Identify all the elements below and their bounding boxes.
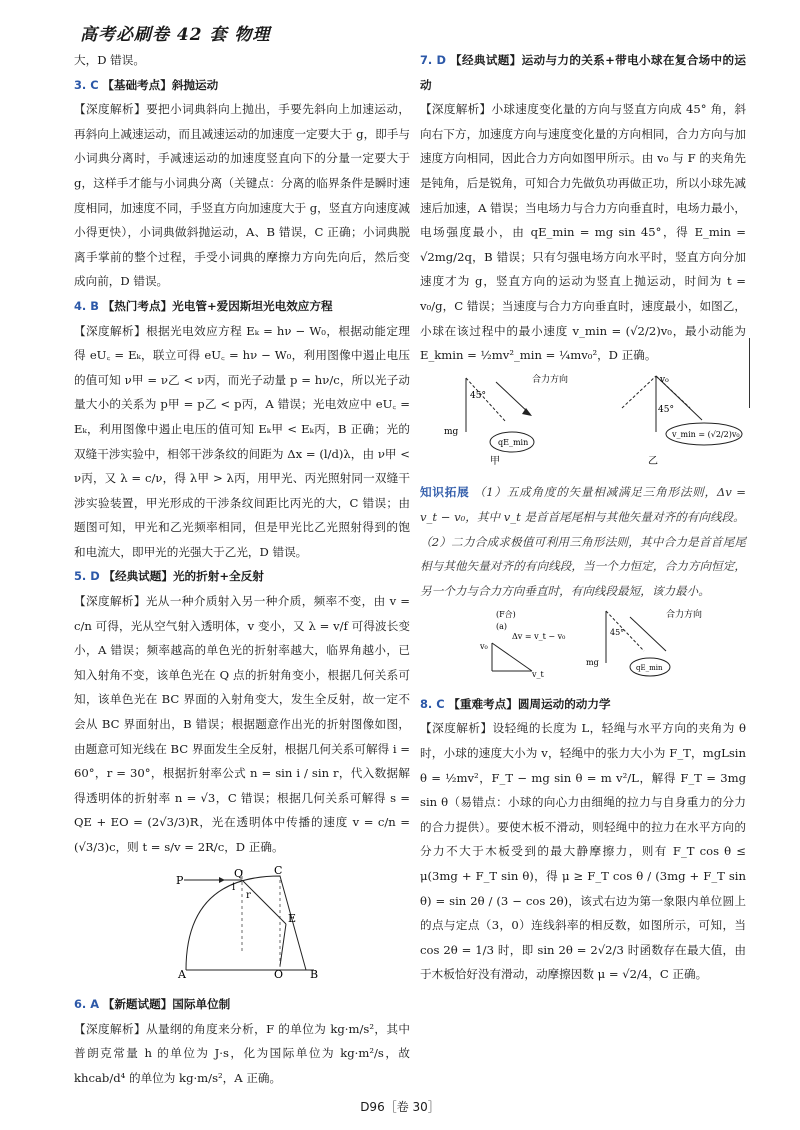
q7-figure bbox=[420, 372, 746, 477]
label-P: P bbox=[176, 873, 184, 887]
intro-text: 大，D 错误。 bbox=[74, 53, 145, 67]
left-column bbox=[74, 48, 410, 1091]
tip-dv: Δv = v_t − v₀ bbox=[512, 632, 566, 642]
q6-body: 【深度解析】从量纲的角度来分析，F 的单位为 kg·m/s²，其中普朗克常量 h 的单位为 J·s，化为国际单位为 kg·m²/s，故 khcab/d⁴ 的单位为 kg·m/s²，A 正确。 bbox=[74, 1021, 410, 1085]
force-diagrams bbox=[420, 372, 746, 468]
tip-qE: qE_min bbox=[636, 664, 663, 673]
q6-number: 6. A bbox=[74, 997, 100, 1012]
q6-tag: 【新题试题】国际单位制 bbox=[102, 997, 231, 1012]
tip-figure bbox=[420, 607, 746, 688]
jia-force-dir: 合力方向 bbox=[532, 374, 569, 385]
q7-number: 7. D bbox=[420, 53, 447, 67]
tip-ftri: (F合) bbox=[496, 610, 516, 620]
tip-text-1: （1）五成角度的矢量相减满足三角形法则，Δv = v_t − v₀，其中 v_t 是首首尾尾相与其他矢量对齐的有向线段。 bbox=[420, 485, 746, 524]
q7-heading bbox=[420, 48, 746, 97]
q5-body: 【深度解析】光从一种介质射入另一种介质，频率不变，由 v = c/n 可得，光从空气射入透明体，v 变小，又 λ = v/f 可得波长变小，A 错误；频率越高的单色光的折射率越大，临界角越小，已知入射角不变，该单色光在 Q 点的折射角变小，根据几何关系可知，该单色光在 BC 界面的入射角变大，发生全反射，故一定不会从 BC 界面射出，B 错误；根据题意作出光的折射图像如图，由题意可知光线在 BC 界面发生全反射，根据几何关系可解得 i = 60°，r = 30°，根据折射率公式 n = sin i / sin r，代入数据解得透明体的折射率 n = √3，C 错误；根据几何关系可解得 s = QE + EO = (2√3/3)R，光在透明体中传播的速度 v = c/n = (√3/3)c，则 t = s/v = 2R/c，D 正确。 bbox=[74, 594, 410, 854]
page-header: 高考必刷卷 42 套 物理 bbox=[80, 25, 271, 45]
label-r: r bbox=[246, 889, 251, 901]
yi-vmin: v_min = (√2/2)v₀ bbox=[672, 429, 740, 439]
jia-qE: qE_min bbox=[498, 437, 529, 447]
q4-body: 【深度解析】根据光电效应方程 Eₖ = hν − W₀，根据动能定理得 eU꜀ = Eₖ，联立可得 eU꜀ = hν − W₀，利用图像中遏止电压的值可知 ν甲 = ν乙 < ν丙，而光子动量 p = hν/c，所以光子动量大小的关系为 p甲 = p乙 < p丙，A 错误；光电效应中 eU꜀ = Eₖ，利用图像中遏止电压的值可知 Eₖ甲 < Eₖ丙，B 正确；光的双缝干涉实验中，相邻干涉条纹的间距为 Δx = (l/d)λ，由 ν甲 < ν丙，又 λ = c/ν，得 λ甲 > λ丙，用甲光、丙光照射同一双缝干涉实验装置，甲光形成的干涉条纹间距比丙光的大，C 错误；由题图可知，甲光和乙光频率相同，但是甲光比乙光照射得到的饱和电流大，即甲光的光强大于乙光，D 错误。 bbox=[74, 323, 410, 559]
tip-a: (a) bbox=[496, 622, 508, 632]
jia-angle: 45° bbox=[470, 390, 486, 401]
q5-heading bbox=[74, 564, 410, 589]
q4-heading bbox=[74, 294, 410, 319]
q7-tag: 【经典试题】运动与力的关系+带电小球在复合场中的运动 bbox=[420, 53, 747, 92]
q6-heading bbox=[74, 992, 410, 1017]
tip-p1 bbox=[420, 480, 746, 529]
jia-label: 甲 bbox=[490, 455, 500, 467]
tip-text-2: （2）二力合成求极值可利用三角形法则，其中合力是首首尾尾相与其他矢量对齐的有向线段，当一个力恒定，合力方向恒定，另一个力与合力方向垂直时，有向线段最短，该力最小。 bbox=[420, 534, 746, 598]
yi-label: 乙 bbox=[648, 455, 658, 467]
q5-number: 5. D bbox=[74, 569, 100, 584]
tip-label: 知识拓展 bbox=[420, 485, 470, 500]
label-Q: Q bbox=[234, 866, 244, 880]
q5-figure bbox=[74, 864, 410, 989]
vector-diagrams bbox=[420, 607, 746, 679]
label-A: A bbox=[178, 967, 186, 980]
q8-body: 【深度解析】设轻绳的长度为 L，轻绳与水平方向的夹角为 θ 时，小球的速度大小为 v，轻绳中的张力大小为 F_T，mgLsin θ = ½mv²，F_T − mg sin θ = m v²/L，解得 F_T = 3mg sin θ（易错点：小球的向心力由细绳的拉力与自身重力的分力的合力提供）。要使木板不滑动，则轻绳中的拉力在水平方向的分力不大于木板受到的最大静摩擦力，则有 F_T cos θ ≤ μ(3mg + F_T sin θ)，得 μ ≥ F_T cos θ / (3mg + F_T sin θ) = sin 2θ / (3 − cos 2θ)，该式右边为第一象限内单位圆上的点与定点（3，0）连线斜率的相反数，如图所示，可知，当 cos 2θ = 1/3 时，即 sin 2θ = 2√2/3 时函数存在最大值，由于木板恰好没有滑动，动摩擦因数 μ = √2/4，C 正确。 bbox=[420, 721, 746, 982]
q4-tag: 【热门考点】光电管+爱因斯坦光电效应方程 bbox=[102, 298, 333, 313]
q3-tag: 【基础考点】斜抛运动 bbox=[102, 77, 219, 92]
tip-vt: v_t bbox=[532, 670, 544, 680]
q3-number: 3. C bbox=[74, 77, 99, 92]
label-i: i bbox=[232, 881, 236, 893]
tip-mg: mg bbox=[586, 658, 599, 668]
page-footer: D96［卷 30］ bbox=[360, 1100, 440, 1114]
q8-heading bbox=[420, 692, 746, 717]
q3-heading bbox=[74, 73, 410, 98]
tip-force-dir: 合力方向 bbox=[666, 610, 703, 621]
label-B: B bbox=[310, 967, 319, 980]
yi-v0: v₀ bbox=[660, 374, 669, 385]
q8-number: 8. C bbox=[420, 696, 445, 711]
label-E: E bbox=[288, 911, 297, 925]
refraction-diagram bbox=[74, 864, 410, 980]
q7-body: 【深度解析】小球速度变化量的方向与竖直方向成 45° 角，斜向右下方，加速度方向与速度变化量的方向相同，合力方向与加速度方向相同，因此合力方向如图甲所示。由 v₀ 与 F 的夹角先是钝角，后是锐角，可知合力先做负功再做正功，所以小球先减速后加速，A 错误；当电场力与合力方向垂直时，电场力最小，电场强度最小，由 qE_min = mg sin 45°，得 E_min = √2mg/2q，B 错误；只有匀强电场方向水平时，竖直方向分加速度才为 g，竖直方向的运动为竖直上抛运动，时间为 t = v₀/g，C 错误；当速度与合力方向垂直时，速度最小，如图乙，小球在该过程中的最小速度 v_min = (√2/2)v₀，最小动能为 E_kmin = ½mv²_min = ¼mv₀²，D 正确。 bbox=[420, 102, 746, 363]
label-O: O bbox=[274, 967, 284, 980]
yi-angle: 45° bbox=[658, 404, 674, 415]
q8-tag: 【重难考点】圆周运动的动力学 bbox=[448, 696, 611, 711]
jia-mg: mg bbox=[444, 426, 459, 437]
q5-tag: 【经典试题】光的折射+全反射 bbox=[103, 569, 264, 584]
tip-v0: v₀ bbox=[480, 642, 488, 652]
label-C: C bbox=[274, 863, 283, 877]
right-column bbox=[420, 48, 746, 987]
tip-angle: 45° bbox=[610, 628, 625, 638]
q3-body: 【深度解析】要把小词典斜向上抛出，手要先斜向上加速运动，再斜向上减速运动，而且减速运动的加速度一定要大于 g，即手与小词典分离时，手减速运动的加速度竖直向下的分量一定要大于 g，这样手才能与小词典分离（关键点：分离的临界条件是瞬时速度相同，加速度不同，手竖直方向加速度大于 g，竖直方向速度减小得更快），小词典做斜抛运动，A、B 错误，C 正确；小词典脱离手掌前的整个过程，手受小词典的摩擦力方向先向后，然后变成向前，D 错误。 bbox=[74, 102, 410, 289]
q4-number: 4. B bbox=[74, 298, 99, 313]
